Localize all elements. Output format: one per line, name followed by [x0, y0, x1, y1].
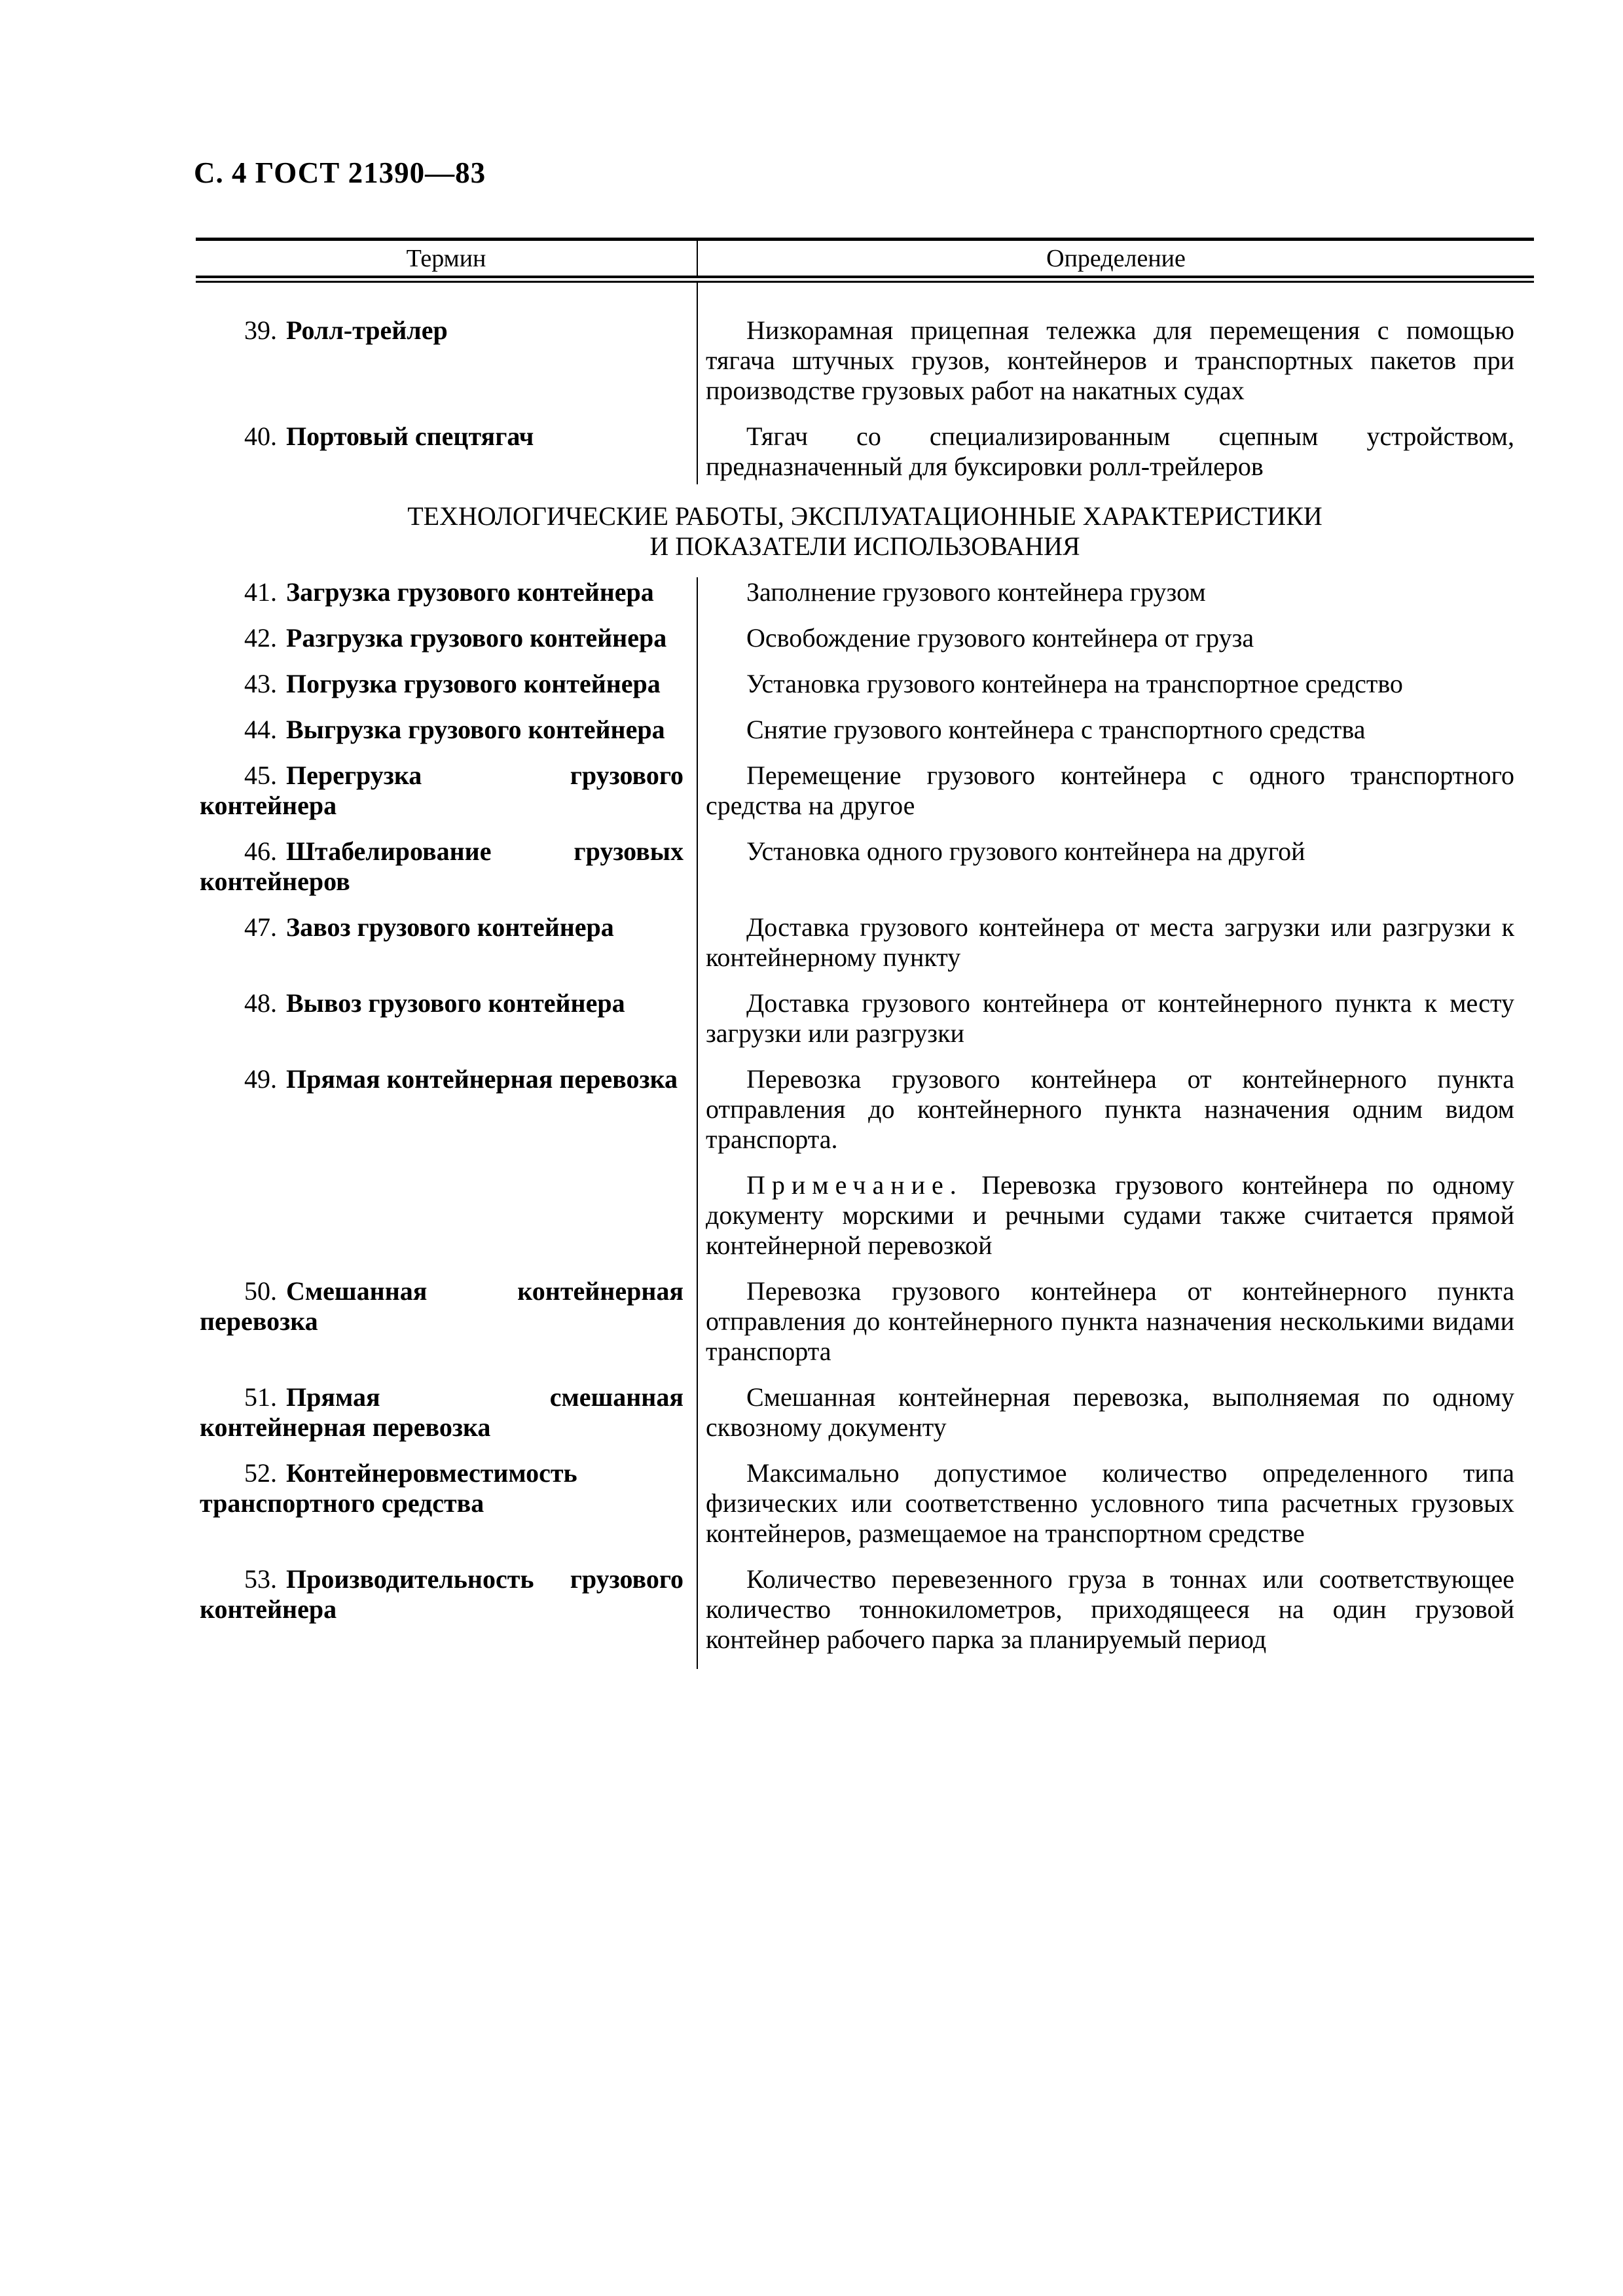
table-body-top [196, 283, 1534, 484]
table-row [196, 1276, 1534, 1367]
term-text: Загрузка грузового контейнера [286, 577, 654, 607]
definition-text: Тягач со специализированным сцепным устройством, предназначенный для буксировки ролл-трейлеров [706, 422, 1514, 481]
term-cell [196, 1276, 698, 1367]
definition-cell [698, 1276, 1534, 1367]
definition-cell [698, 761, 1534, 821]
section-heading [196, 501, 1534, 562]
term-number: 44. [244, 715, 277, 744]
page-header: С. 4 ГОСТ 21390—83 [194, 156, 486, 189]
definition-text: Заполнение грузового контейнера грузом [746, 577, 1206, 607]
term-text: Прямая смешанная контейнерная перевозка [200, 1382, 684, 1442]
term-cell [196, 761, 698, 821]
table-row [196, 669, 1534, 699]
table-header-row [196, 241, 1534, 276]
term-text: Портовый спецтягач [286, 422, 534, 451]
section-heading-line2: И ПОКАЗАТЕЛИ ИСПОЛЬЗОВАНИЯ [649, 531, 1080, 561]
definition-text: Максимально допустимое количество определенного типа физических или соответственно условного типа расчетных грузовых контейнеров, размещаемое на транспортном средстве [706, 1458, 1514, 1548]
term-cell [196, 912, 698, 973]
term-number: 41. [244, 577, 277, 607]
definition-cell [698, 577, 1534, 607]
table-row [196, 315, 1534, 406]
definition-cell [698, 912, 1534, 973]
definition-text: Доставка грузового контейнера от места загрузки или разгрузки к контейнерному пункту [706, 912, 1514, 972]
table-header-double-rule [196, 276, 1534, 283]
term-cell [196, 988, 698, 1049]
definition-text: Доставка грузового контейнера от контейнерного пункта к месту загрузки или разгрузки [706, 988, 1514, 1048]
table-row [196, 577, 1534, 607]
term-text: Штабелирование грузовых контейнеров [200, 836, 684, 896]
table-row [196, 715, 1534, 745]
column-divider [697, 577, 698, 1669]
term-text: Производительность грузового контейнера [200, 1564, 684, 1624]
definition-text: Перевозка грузового контейнера от контейнерного пункта отправления до контейнерного пункта назначения одним видом транспорта. [706, 1064, 1514, 1154]
column-divider [697, 283, 698, 484]
definition-cell [698, 623, 1534, 653]
definition-text: Перемещение грузового контейнера с одного транспортного средства на другое [706, 761, 1514, 820]
table-row [196, 836, 1534, 897]
table-row [196, 623, 1534, 653]
term-text: Погрузка грузового контейнера [286, 669, 661, 698]
term-number: 46. [244, 836, 277, 866]
term-text: Прямая контейнерная перевозка [286, 1064, 678, 1094]
term-text: Контейнеровместимость транспортного средства [200, 1458, 577, 1518]
term-number: 50. [244, 1276, 277, 1306]
term-cell [196, 1382, 698, 1443]
table-row [196, 1458, 1534, 1549]
definition-cell [698, 1564, 1534, 1655]
definition-cell [698, 836, 1534, 897]
table-row [196, 1564, 1534, 1655]
term-number: 48. [244, 988, 277, 1018]
term-cell [196, 623, 698, 653]
term-number: 47. [244, 912, 277, 942]
term-number: 40. [244, 422, 277, 451]
definition-cell [698, 1382, 1534, 1443]
table-row [196, 422, 1534, 482]
definition-text: Низкорамная прицепная тележка для перемещения с помощью тягача штучных грузов, контейнеров и транспортных пакетов при производстве грузовых работ на накатных судах [706, 315, 1514, 405]
table-body-main [196, 577, 1534, 1669]
term-text: Ролл-трейлер [286, 315, 448, 345]
term-cell [196, 715, 698, 745]
term-cell [196, 1458, 698, 1549]
term-text: Выгрузка грузового контейнера [286, 715, 665, 744]
term-number: 52. [244, 1458, 277, 1488]
term-number: 42. [244, 623, 277, 653]
term-cell [196, 315, 698, 406]
definition-cell [698, 988, 1534, 1049]
definition-cell [698, 422, 1534, 482]
definition-cell [698, 1064, 1534, 1261]
term-text: Разгрузка грузового контейнера [286, 623, 667, 653]
definition-cell [698, 1458, 1534, 1549]
term-text: Смешанная контейнерная перевозка [200, 1276, 684, 1336]
column-header-term: Термин [196, 241, 698, 276]
terms-table [196, 238, 1534, 1669]
note-label: Примечание. [746, 1170, 963, 1200]
term-number: 51. [244, 1382, 277, 1412]
definition-text: Перевозка грузового контейнера от контейнерного пункта отправления до контейнерного пункта назначения несколькими видами транспорта [706, 1276, 1514, 1366]
table-row [196, 1064, 1534, 1261]
definition-cell [698, 715, 1534, 745]
term-number: 39. [244, 315, 277, 345]
definition-text: Смешанная контейнерная перевозка, выполняемая по одному сквозному документу [706, 1382, 1514, 1442]
table-row [196, 988, 1534, 1049]
definition-text: Освобождение грузового контейнера от груза [746, 623, 1254, 653]
term-number: 45. [244, 761, 277, 790]
definition-text: Снятие грузового контейнера с транспортного средства [746, 715, 1366, 744]
definition-cell [698, 669, 1534, 699]
definition-text: Количество перевезенного груза в тоннах или соответствующее количество тоннокилометров, приходящееся на один грузовой контейнер рабочего парка за планируемый период [706, 1564, 1514, 1654]
term-cell [196, 836, 698, 897]
definition-text: Установка грузового контейнера на транспортное средство [746, 669, 1403, 698]
term-text: Вывоз грузового контейнера [286, 988, 625, 1018]
term-number: 53. [244, 1564, 277, 1594]
term-cell [196, 1564, 698, 1655]
term-cell [196, 577, 698, 607]
section-heading-line1: ТЕХНОЛОГИЧЕСКИЕ РАБОТЫ, ЭКСПЛУАТАЦИОННЫЕ ХАРАКТЕРИСТИКИ [407, 501, 1322, 531]
term-cell [196, 1064, 698, 1261]
column-header-definition: Определение [1046, 244, 1186, 272]
definition-text: Установка одного грузового контейнера на другой [746, 836, 1305, 866]
term-number: 43. [244, 669, 277, 698]
table-row [196, 1382, 1534, 1443]
term-cell [196, 669, 698, 699]
table-row [196, 912, 1534, 973]
table-row [196, 761, 1534, 821]
term-text: Перегрузка грузового контейнера [200, 761, 684, 820]
note-text: Перевозка грузового контейнера по одному документу морскими и речными судами также считается прямой контейнерной перевозкой [706, 1170, 1514, 1260]
definition-note [706, 1170, 1514, 1261]
term-cell [196, 422, 698, 482]
term-number: 49. [244, 1064, 277, 1094]
definition-cell [698, 315, 1534, 406]
term-text: Завоз грузового контейнера [286, 912, 614, 942]
